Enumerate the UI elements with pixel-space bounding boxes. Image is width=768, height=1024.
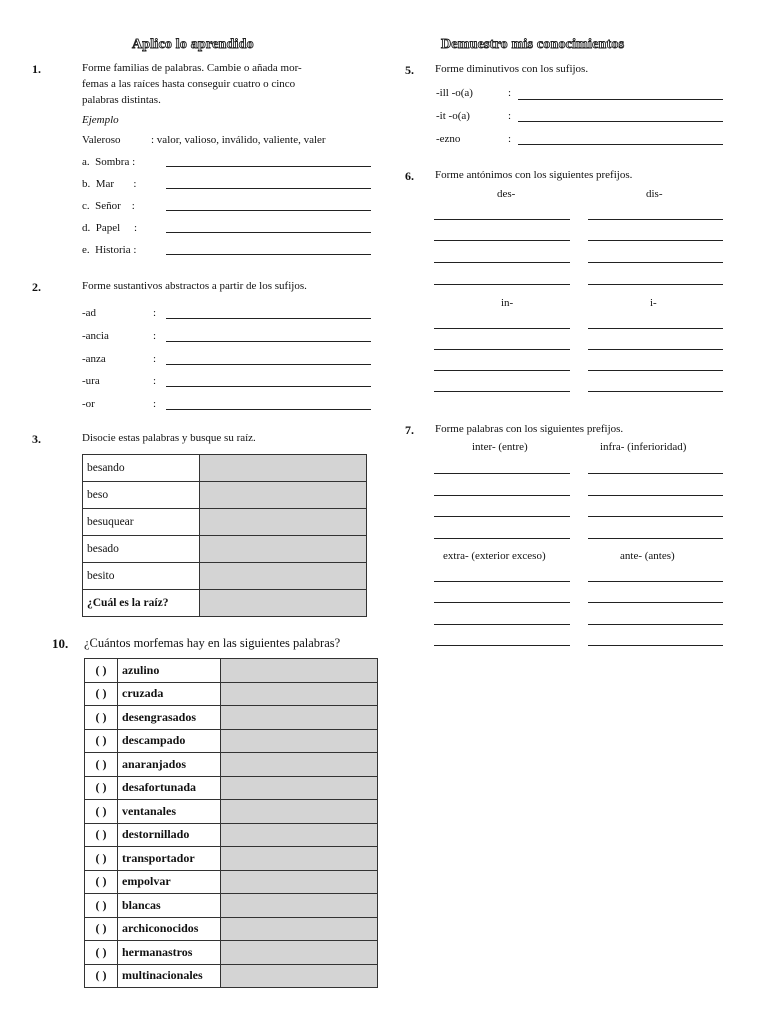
paren-box[interactable]: ( )	[85, 894, 118, 918]
q1-answer-line-c[interactable]	[166, 210, 371, 211]
q3-word: besito	[83, 563, 200, 590]
q2-colon: :	[153, 330, 157, 342]
table-row	[83, 590, 367, 617]
q7-answer-line[interactable]	[588, 624, 723, 625]
q3-root-question: ¿Cuál es la raíz?	[83, 590, 200, 617]
table-row	[83, 563, 367, 590]
q10-word: desafortunada	[118, 776, 221, 800]
q3-word: beso	[83, 482, 200, 509]
q2-suffix-ad: -ad	[82, 307, 97, 319]
q6-number: 6.	[405, 169, 414, 183]
q5-suffix-1: -ill -o(a)	[436, 87, 473, 99]
paren-box[interactable]: ( )	[85, 964, 118, 988]
q10-word: desengrasados	[118, 706, 221, 730]
q10-answer-cell[interactable]	[221, 917, 378, 941]
q10-word: archiconocidos	[118, 917, 221, 941]
q2-answer-line-3[interactable]	[166, 364, 371, 365]
q3-root-answer-cell[interactable]	[200, 590, 367, 617]
paren-box[interactable]: ( )	[85, 917, 118, 941]
q6-answer-line[interactable]	[434, 328, 570, 329]
q5-answer-line-3[interactable]	[518, 144, 723, 145]
q1-item-e: e. Historia :	[82, 244, 137, 256]
q1-item-d: d. Papel :	[82, 222, 137, 234]
table-row	[85, 753, 378, 777]
table-row	[85, 917, 378, 941]
q7-prefix-inter: inter- (entre)	[472, 441, 528, 453]
q1-line-3: palabras distintas.	[82, 94, 161, 106]
q7-answer-line[interactable]	[588, 495, 723, 496]
paren-box[interactable]: ( )	[85, 659, 118, 683]
q6-answer-line[interactable]	[588, 349, 723, 350]
table-row	[83, 536, 367, 563]
q2-suffix-ancia: -ancia	[82, 330, 109, 342]
q6-prefix-des: des-	[497, 188, 516, 200]
paren-box[interactable]: ( )	[85, 753, 118, 777]
paren-box[interactable]: ( )	[85, 823, 118, 847]
q3-answer-cell[interactable]	[200, 455, 367, 482]
q2-answer-line-2[interactable]	[166, 341, 371, 342]
q1-example-answer: : valor, valioso, inválido, valiente, valer	[151, 134, 326, 146]
q6-answer-line[interactable]	[434, 240, 570, 241]
paren-box[interactable]: ( )	[85, 706, 118, 730]
q2-colon: :	[153, 353, 157, 365]
q10-word: azulino	[118, 659, 221, 683]
q3-word: besado	[83, 536, 200, 563]
q7-answer-line[interactable]	[588, 516, 723, 517]
table-row	[85, 729, 378, 753]
q10-answer-cell[interactable]	[221, 941, 378, 965]
table-row	[85, 964, 378, 988]
q5-number: 5.	[405, 63, 414, 77]
q1-line-1: Forme familias de palabras. Cambie o añada mor-	[82, 62, 302, 74]
q10-word: empolvar	[118, 870, 221, 894]
q6-instruction: Forme antónimos con los siguientes prefijos.	[435, 169, 633, 181]
q6-answer-line[interactable]	[588, 391, 723, 392]
q10-word: blancas	[118, 894, 221, 918]
paren-box[interactable]: ( )	[85, 776, 118, 800]
q1-answer-line-d[interactable]	[166, 232, 371, 233]
q1-item-c: c. Señor :	[82, 200, 135, 212]
q10-word: cruzada	[118, 682, 221, 706]
q2-number: 2.	[32, 280, 41, 294]
q6-answer-line[interactable]	[434, 262, 570, 263]
q3-word: besuquear	[83, 509, 200, 536]
q6-answer-line[interactable]	[588, 219, 723, 220]
q10-answer-cell[interactable]	[221, 800, 378, 824]
q10-answer-cell[interactable]	[221, 659, 378, 683]
q1-example-word: Valeroso	[82, 134, 121, 146]
q2-suffix-or: -or	[82, 398, 95, 410]
q1-answer-line-b[interactable]	[166, 188, 371, 189]
table-row	[83, 482, 367, 509]
q10-answer-cell[interactable]	[221, 776, 378, 800]
q6-answer-line[interactable]	[588, 328, 723, 329]
q10-answer-cell[interactable]	[221, 870, 378, 894]
q6-answer-line[interactable]	[434, 284, 570, 285]
q2-answer-line-4[interactable]	[166, 386, 371, 387]
q5-colon: :	[508, 110, 512, 122]
table-row	[85, 941, 378, 965]
q1-example-label: Ejemplo	[82, 114, 119, 126]
paren-box[interactable]: ( )	[85, 682, 118, 706]
q3-answer-cell[interactable]	[200, 509, 367, 536]
q5-answer-line-2[interactable]	[518, 121, 723, 122]
q10-word: anaranjados	[118, 753, 221, 777]
q1-answer-line-e[interactable]	[166, 254, 371, 255]
q3-instruction: Disocie estas palabras y busque su raíz.	[82, 432, 256, 444]
right-heading: Demuestro mis conocimientos	[441, 37, 625, 52]
q3-table	[82, 454, 367, 617]
table-row	[83, 509, 367, 536]
q2-instruction: Forme sustantivos abstractos a partir de los sufijos.	[82, 280, 307, 292]
q7-prefix-infra: infra- (inferioridad)	[600, 441, 687, 453]
q10-word: multinacionales	[118, 964, 221, 988]
paren-box[interactable]: ( )	[85, 800, 118, 824]
q2-answer-line-1[interactable]	[166, 318, 371, 319]
q7-prefix-extra: extra- (exterior exceso)	[443, 550, 546, 562]
q6-prefix-dis: dis-	[646, 188, 663, 200]
q6-answer-line[interactable]	[588, 284, 723, 285]
q6-answer-line[interactable]	[588, 370, 723, 371]
q10-answer-cell[interactable]	[221, 729, 378, 753]
q1-number: 1.	[32, 62, 41, 76]
table-row	[85, 847, 378, 871]
q10-word: transportador	[118, 847, 221, 871]
q10-answer-cell[interactable]	[221, 823, 378, 847]
q1-item-b: b. Mar :	[82, 178, 137, 190]
q10-answer-cell[interactable]	[221, 894, 378, 918]
q3-answer-cell[interactable]	[200, 536, 367, 563]
q3-word: besando	[83, 455, 200, 482]
q7-answer-line[interactable]	[588, 538, 723, 539]
q10-word: hermanastros	[118, 941, 221, 965]
q10-answer-cell[interactable]	[221, 706, 378, 730]
q5-suffix-3: -ezno	[436, 133, 461, 145]
table-row	[85, 870, 378, 894]
table-row	[85, 800, 378, 824]
q10-word: destornillado	[118, 823, 221, 847]
table-row	[85, 682, 378, 706]
q6-prefix-i: i-	[650, 297, 657, 309]
q10-number: 10.	[52, 636, 69, 651]
q10-answer-cell[interactable]	[221, 964, 378, 988]
paren-box[interactable]: ( )	[85, 729, 118, 753]
paren-box[interactable]: ( )	[85, 941, 118, 965]
q7-answer-line[interactable]	[434, 581, 570, 582]
q7-prefix-ante: ante- (antes)	[620, 550, 675, 562]
q7-answer-line[interactable]	[434, 645, 570, 646]
q7-answer-line[interactable]	[434, 538, 570, 539]
table-row	[85, 776, 378, 800]
q10-word: descampado	[118, 729, 221, 753]
q7-number: 7.	[405, 423, 414, 437]
q10-word: ventanales	[118, 800, 221, 824]
q7-answer-line[interactable]	[588, 581, 723, 582]
q3-answer-cell[interactable]	[200, 563, 367, 590]
q2-suffix-ura: -ura	[82, 375, 100, 387]
q3-number: 3.	[32, 432, 41, 446]
q5-instruction: Forme diminutivos con los sufijos.	[435, 63, 589, 75]
q1-line-2: femas a las raíces hasta conseguir cuatro o cinco	[82, 78, 296, 90]
q6-answer-line[interactable]	[588, 262, 723, 263]
q5-colon: :	[508, 87, 512, 99]
q7-answer-line[interactable]	[434, 495, 570, 496]
q7-answer-line[interactable]	[588, 645, 723, 646]
q2-colon: :	[153, 375, 157, 387]
q6-prefix-in: in-	[501, 297, 514, 309]
q7-answer-line[interactable]	[434, 473, 570, 474]
left-heading: Aplico lo aprendido	[132, 37, 254, 52]
q10-answer-cell[interactable]	[221, 847, 378, 871]
q5-answer-line-1[interactable]	[518, 99, 723, 100]
q3-answer-cell[interactable]	[200, 482, 367, 509]
table-row	[85, 706, 378, 730]
q7-answer-line[interactable]	[434, 624, 570, 625]
q7-answer-line[interactable]	[588, 602, 723, 603]
q10-answer-cell[interactable]	[221, 682, 378, 706]
q7-answer-line[interactable]	[434, 602, 570, 603]
table-row	[83, 455, 367, 482]
paren-box[interactable]: ( )	[85, 870, 118, 894]
table-row	[85, 894, 378, 918]
q7-instruction: Forme palabras con los siguientes prefijos.	[435, 423, 624, 435]
q6-answer-line[interactable]	[588, 240, 723, 241]
q7-answer-line[interactable]	[434, 516, 570, 517]
q1-item-a: a. Sombra :	[82, 156, 136, 168]
q6-answer-line[interactable]	[434, 391, 570, 392]
q10-table	[84, 658, 378, 988]
table-row	[85, 823, 378, 847]
q7-answer-line[interactable]	[588, 473, 723, 474]
q2-suffix-anza: -anza	[82, 353, 106, 365]
q2-answer-line-5[interactable]	[166, 409, 371, 410]
q2-colon: :	[153, 398, 157, 410]
q1-answer-line-a[interactable]	[166, 166, 371, 167]
q6-answer-line[interactable]	[434, 370, 570, 371]
q6-answer-line[interactable]	[434, 219, 570, 220]
q5-suffix-2: -it -o(a)	[436, 110, 470, 122]
q10-instruction: ¿Cuántos morfemas hay en las siguientes palabras?	[84, 636, 341, 650]
q10-answer-cell[interactable]	[221, 753, 378, 777]
table-row	[85, 659, 378, 683]
q2-colon: :	[153, 307, 157, 319]
q6-answer-line[interactable]	[434, 349, 570, 350]
paren-box[interactable]: ( )	[85, 847, 118, 871]
q5-colon: :	[508, 133, 512, 145]
